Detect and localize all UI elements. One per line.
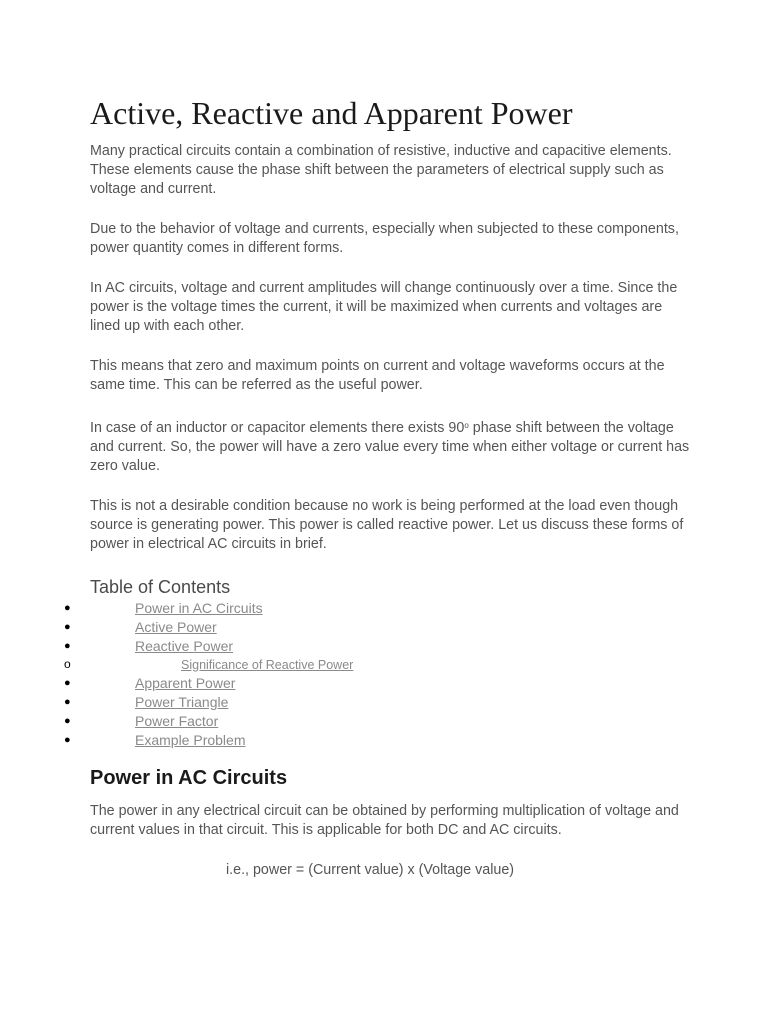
paragraph-intro: Many practical circuits contain a combination of resistive, inductive and capacitive elements. These elements cause the phase shift between the parameters of electrical supply such as voltage and current. [90,143,672,197]
paragraph-phase-shift [90,416,690,476]
bullet-icon: ● [64,602,71,614]
phase-shift-text-after: phase shift between the voltage and current. So, the power will have a zero value every time when either voltage or current has zero value. [90,420,690,474]
toc-title: Table of Contents [90,577,231,597]
toc-link-power-factor[interactable]: Power Factor [135,712,219,729]
section-heading: Power in AC Circuits [90,767,288,790]
toc-subitem [64,656,690,674]
section-paragraph: The power in any electrical circuit can be obtained by performing multiplication of voltage and current values in that circuit. This is applicable for both DC and AC circuits. [90,803,679,839]
toc-item [64,674,690,693]
paragraph-ac-circuits: In AC circuits, voltage and current amplitudes will change continuously over a time. Since the power is the voltage times the current, it will be maximized when currents and voltages are lined up with each other. [90,280,678,334]
power-formula: i.e., power = (Current value) x (Voltage value) [225,862,515,879]
paragraph-useful-power: This means that zero and maximum points on current and voltage waveforms occurs at the same time. This can be referred as the useful power. [90,358,665,393]
toc-link-apparent-power[interactable]: Apparent Power [135,674,236,691]
toc-item [64,731,690,750]
toc-item [64,599,690,618]
toc-item [64,637,690,656]
toc-link-reactive-power[interactable]: Reactive Power [135,638,234,655]
bullet-icon: ● [64,734,71,747]
bullet-icon: ● [64,714,71,727]
toc-item [64,712,690,731]
page-title: Active, Reactive and Apparent Power [90,95,573,131]
paragraph-reactive-power: This is not a desirable condition because no work is being performed at the load even though source is generating power. This power is called reactive power. Let us discuss these forms of power in electrical AC circuits in brief. [90,498,684,552]
bullet-icon: ● [64,695,71,708]
phase-shift-text-before: In case of an inductor or capacitor elements there exists 90 [90,420,465,436]
toc-link-power-in-ac-circuits[interactable]: Power in AC Circuits [135,600,263,616]
toc-item [64,618,690,637]
table-of-contents [64,599,690,750]
bullet-icon: ● [64,640,71,653]
paragraph-behavior: Due to the behavior of voltage and currents, especially when subjected to these components, power quantity comes in different forms. [90,221,679,256]
circle-bullet-icon: o [64,656,71,671]
toc-link-example-problem[interactable]: Example Problem [135,732,246,749]
bullet-icon: ● [64,676,71,689]
degree-mark: o [464,421,469,430]
toc-link-active-power[interactable]: Active Power [135,619,217,636]
toc-link-significance-of-reactive-power[interactable]: Significance of Reactive Power [181,657,354,672]
toc-item [64,693,690,712]
bullet-icon: ● [64,621,71,634]
toc-link-power-triangle[interactable]: Power Triangle [135,693,229,710]
document-page [64,94,690,880]
